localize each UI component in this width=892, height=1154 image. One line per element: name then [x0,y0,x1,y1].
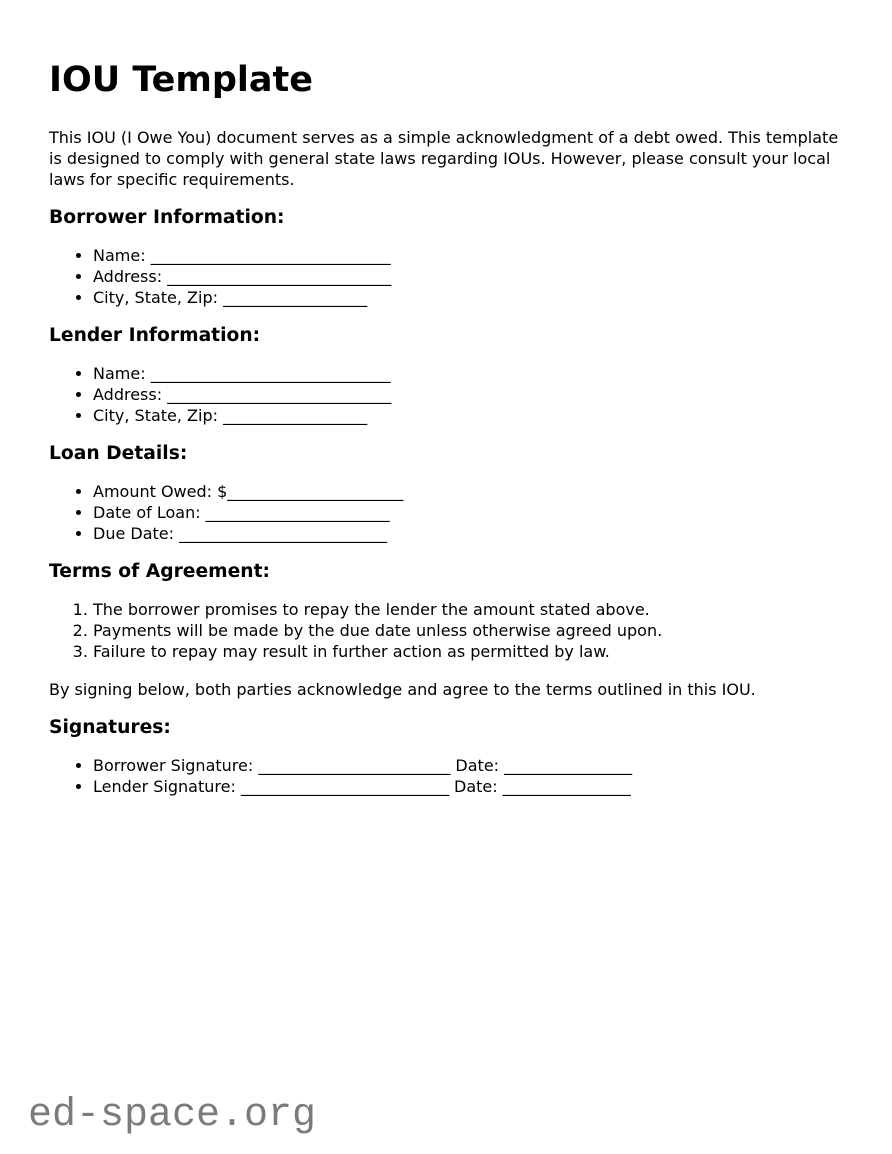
lender-name-line: • Name: ______________________________ [93,363,843,384]
term-item-1: 1. The borrower promises to repay the lender the amount stated above. [93,599,843,620]
signatures-list [49,755,843,797]
borrower-address-line: • Address: ____________________________ [93,266,843,287]
borrower-name-line: • Name: ______________________________ [93,245,843,266]
loan-details-list [49,481,843,544]
section-heading-lender-information: Lender Information: [49,325,261,346]
borrower-information-list [49,245,843,308]
date-of-loan-line: • Date of Loan: _______________________ [93,502,843,523]
borrower-signature-line: • Borrower Signature: ________________________ Date: ________________ [93,755,843,776]
lender-information-list [49,363,843,426]
agreement-note: By signing below, both parties acknowledge and agree to the terms outlined in this IOU. [49,680,756,699]
lender-city-state-zip-line: • City, State, Zip: __________________ [93,405,843,426]
terms-list [49,599,843,662]
section-heading-signatures: Signatures: [49,717,171,738]
watermark: ed-space.org [28,1093,317,1138]
intro-paragraph: This IOU (I Owe You) document serves as a simple acknowledgment of a debt owed. This template is designed to comply with general state laws regarding IOUs. However, please consult your local laws for specific requirements. [49,128,839,189]
due-date-line: • Due Date: __________________________ [93,523,843,544]
page-title: IOU Template [49,60,313,100]
section-heading-loan-details: Loan Details: [49,443,188,464]
amount-owed-line: • Amount Owed: $______________________ [93,481,843,502]
term-item-2: 2. Payments will be made by the due date unless otherwise agreed upon. [93,620,843,641]
borrower-city-state-zip-line: • City, State, Zip: __________________ [93,287,843,308]
section-heading-borrower-information: Borrower Information: [49,207,285,228]
lender-signature-line: • Lender Signature: __________________________ Date: ________________ [93,776,843,797]
lender-address-line: • Address: ____________________________ [93,384,843,405]
term-item-3: 3. Failure to repay may result in further action as permitted by law. [93,641,843,662]
section-heading-terms-of-agreement: Terms of Agreement: [49,561,270,582]
